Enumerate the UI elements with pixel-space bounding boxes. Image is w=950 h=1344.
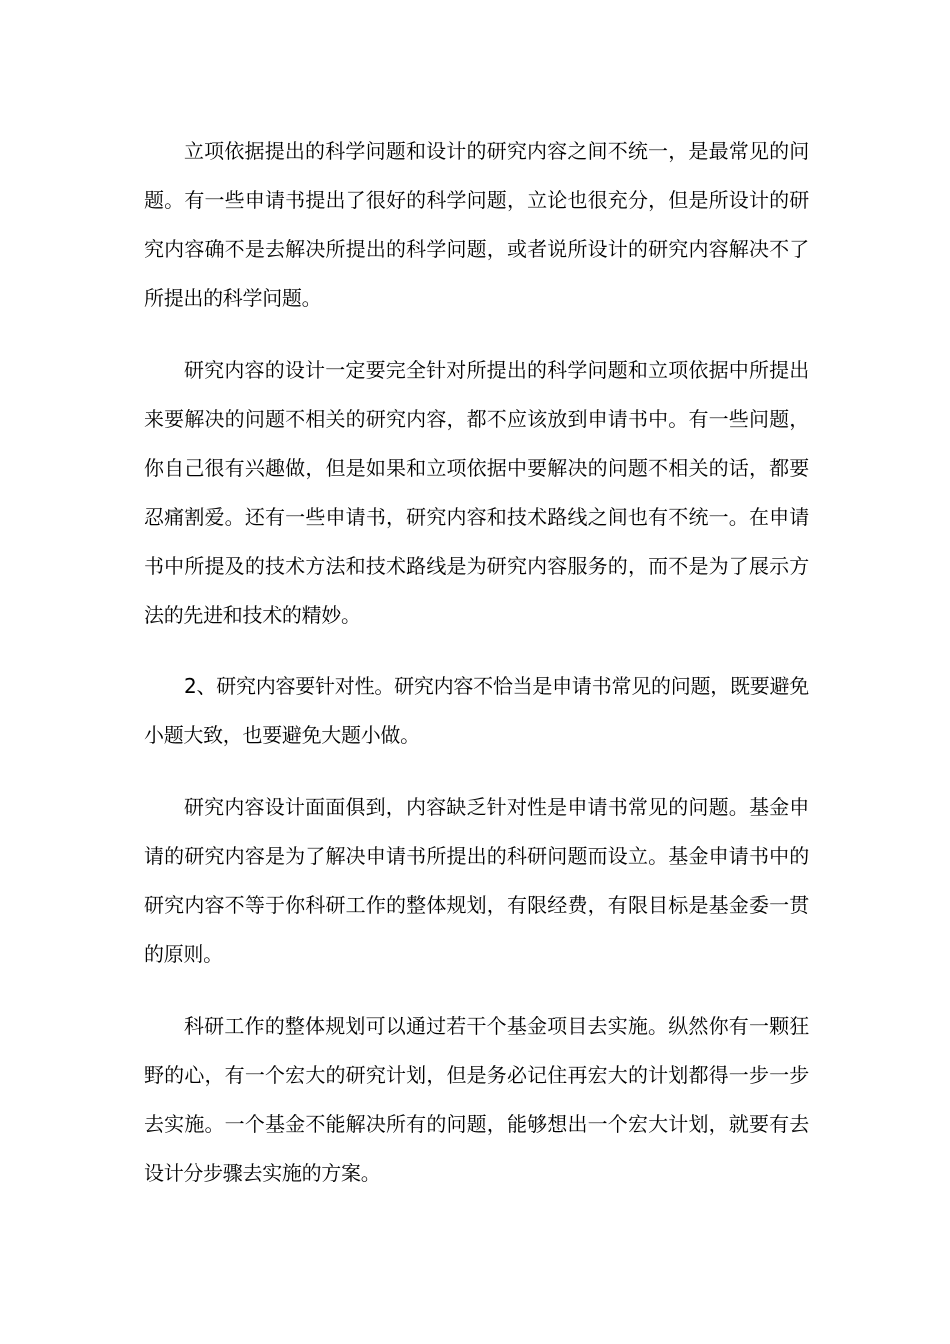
document-body [144, 127, 809, 1222]
paragraph-4: 研究内容设计面面俱到，内容缺乏针对性是申请书常见的问题。基金申请的研究内容是为了解决申请书所提出的科研问题而设立。基金申请书中的研究内容不等于你科研工作的整体规划，有限经费，有限目标是基金委一贯的原则。 [144, 795, 809, 966]
paragraph-3: 2、研究内容要针对性。研究内容不恰当是申请书常见的问题，既要避免小题大致，也要避免大题小做。 [144, 674, 809, 747]
paragraph-5: 科研工作的整体规划可以通过若干个基金项目去实施。纵然你有一颗狂野的心，有一个宏大的研究计划，但是务必记住再宏大的计划都得一步一步去实施。一个基金不能解决所有的问题，能够想出一个宏大计划，就要有去设计分步骤去实施的方案。 [144, 1014, 809, 1185]
paragraph-2: 研究内容的设计一定要完全针对所提出的科学问题和立项依据中所提出来要解决的问题不相关的研究内容，都不应该放到申请书中。有一些问题，你自己很有兴趣做，但是如果和立项依据中要解决的问题不相关的话，都要忍痛割爱。还有一些申请书，研究内容和技术路线之间也有不统一。在申请书中所提及的技术方法和技术路线是为研究内容服务的，而不是为了展示方法的先进和技术的精妙。 [144, 358, 809, 627]
paragraph-1: 立项依据提出的科学问题和设计的研究内容之间不统一，是最常见的问题。有一些申请书提出了很好的科学问题，立论也很充分，但是所设计的研究内容确不是去解决所提出的科学问题，或者说所设计的研究内容解决不了所提出的科学问题。 [144, 139, 809, 310]
